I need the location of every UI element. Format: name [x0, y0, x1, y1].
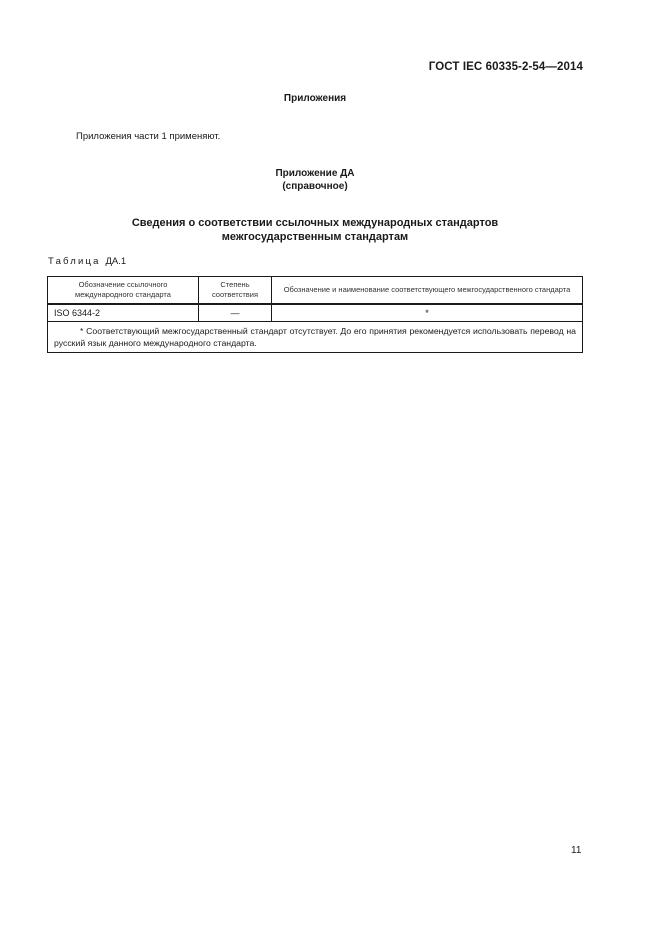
table-caption-number: ДА.1 — [105, 256, 127, 267]
section-title: Приложения — [283, 93, 347, 104]
document-code: ГОСТ IEC 60335-2-54—2014 — [428, 61, 583, 73]
annex-heading-line-1: Сведения о соответствии ссылочных международных стандартов — [131, 217, 499, 229]
table-note-row — [48, 322, 583, 353]
header-international-standard: Обозначение ссылочного международного стандарта — [48, 277, 199, 305]
section-paragraph: Приложения части 1 применяют. — [76, 131, 221, 142]
annex-title-block — [0, 167, 630, 193]
annex-heading-line-2: межгосударственным стандартам — [221, 231, 409, 243]
table-note-cell — [48, 322, 583, 353]
table-note-text: * Соответствующий межгосударственный стандарт отсутствует. До его принятия рекомендуется использовать перевод на русский язык данного международного стандарта. — [54, 326, 576, 348]
table-caption-label: Таблица — [48, 256, 101, 267]
page-number: 11 — [571, 845, 582, 856]
table-header-row — [48, 277, 583, 305]
annex-subtitle: (справочное) — [282, 181, 348, 192]
cell-interstate-standard: * — [272, 304, 583, 322]
header-interstate-standard: Обозначение и наименование соответствующего межгосударственного стандарта — [272, 277, 583, 305]
header-degree-of-conformity: Степень соответствия — [199, 277, 272, 305]
cell-international-standard: ISO 6344-2 — [48, 304, 199, 322]
table-caption — [48, 256, 126, 267]
reference-table — [47, 276, 583, 353]
annex-title: Приложение ДА — [275, 168, 355, 179]
table-row — [48, 304, 583, 322]
cell-degree-of-conformity: — — [199, 304, 272, 322]
annex-heading — [0, 216, 630, 244]
